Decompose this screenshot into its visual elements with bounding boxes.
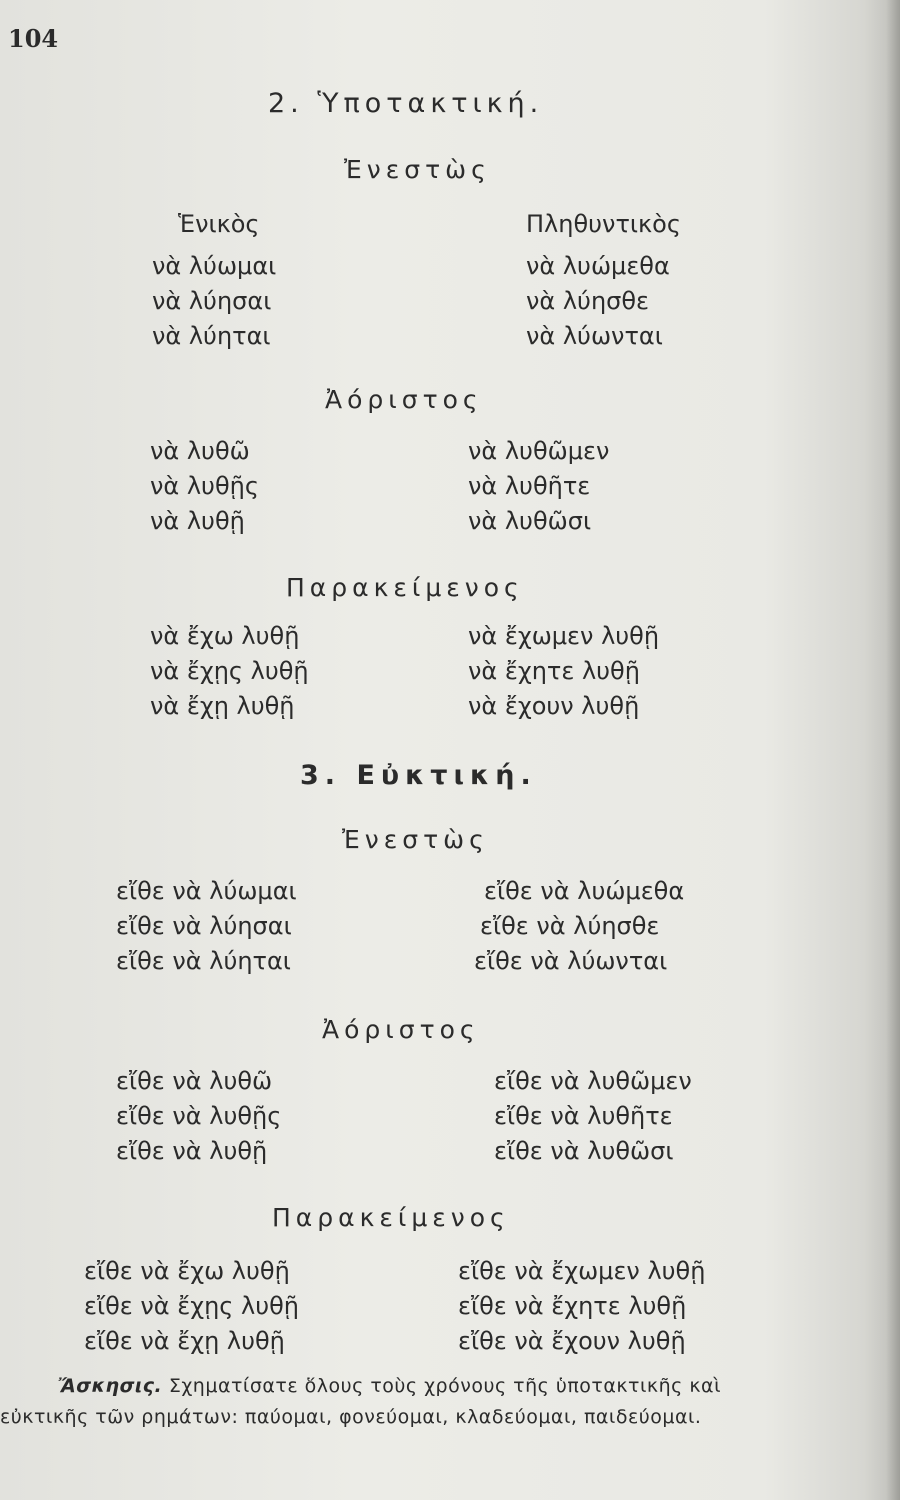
exercise-text-2: εὐκτικῆς τῶν ρημάτων: παύομαι, φονεύομαι, κλαδεύομαι, παιδεύομαι. — [0, 1406, 702, 1428]
opt-present-sg-3: εἴθε νὰ λύηται — [116, 947, 291, 975]
opt-perfect-sg-2: εἴθε νὰ ἔχῃς λυθῇ — [84, 1292, 299, 1320]
subj-perfect-sg-1: νὰ ἔχω λυθῇ — [150, 622, 300, 650]
subj-perfect-sg-2: νὰ ἔχῃς λυθῇ — [150, 657, 309, 685]
opt-perfect-pl-3: εἴθε νὰ ἔχουν λυθῇ — [458, 1327, 686, 1355]
subjunctive-perfect-heading: Παρακείμενος — [286, 573, 524, 602]
subjunctive-present-heading: Ἐνεστὼς — [344, 155, 491, 184]
opt-aorist-pl-1: εἴθε νὰ λυθῶμεν — [494, 1067, 692, 1095]
subj-present-pl-2: νὰ λύησθε — [526, 287, 650, 315]
subj-perfect-pl-2: νὰ ἔχητε λυθῇ — [468, 657, 640, 685]
opt-present-pl-2: εἴθε νὰ λύησθε — [480, 912, 660, 940]
subj-aorist-pl-2: νὰ λυθῆτε — [468, 472, 591, 500]
opt-aorist-pl-2: εἴθε νὰ λυθῆτε — [494, 1102, 673, 1130]
subj-perfect-pl-3: νὰ ἔχουν λυθῇ — [468, 692, 640, 720]
singular-label: Ἑνικὸς — [178, 210, 260, 238]
opt-aorist-sg-1: εἴθε νὰ λυθῶ — [116, 1067, 273, 1095]
subj-present-sg-1: νὰ λύωμαι — [152, 252, 277, 280]
opt-perfect-sg-1: εἴθε νὰ ἔχω λυθῇ — [84, 1257, 290, 1285]
subj-perfect-pl-1: νὰ ἔχωμεν λυθῇ — [468, 622, 660, 650]
page-number: 104 — [8, 24, 59, 53]
plural-label: Πληθυντικὸς — [526, 210, 681, 238]
exercise-text-1: Σχηματίσατε ὅλους τοὺς χρόνους τῆς ὑποτακτικῆς καὶ — [168, 1375, 721, 1397]
page-spine-shadow — [886, 0, 900, 1500]
opt-aorist-pl-3: εἴθε νὰ λυθῶσι — [494, 1137, 674, 1165]
subj-present-pl-3: νὰ λύωνται — [526, 322, 663, 350]
exercise — [0, 1375, 900, 1463]
subj-aorist-pl-1: νὰ λυθῶμεν — [468, 437, 610, 465]
subj-present-pl-1: νὰ λυώμεθα — [526, 252, 670, 280]
subj-perfect-sg-3: νὰ ἔχῃ λυθῇ — [150, 692, 295, 720]
opt-perfect-sg-3: εἴθε νὰ ἔχῃ λυθῇ — [84, 1327, 285, 1355]
exercise-line-1 — [58, 1375, 721, 1397]
optative-present-heading: Ἐνεστὼς — [342, 825, 489, 854]
subj-aorist-pl-3: νὰ λυθῶσι — [468, 507, 592, 535]
opt-aorist-sg-3: εἴθε νὰ λυθῇ — [116, 1137, 268, 1165]
subj-aorist-sg-2: νὰ λυθῇς — [150, 472, 259, 500]
subj-aorist-sg-1: νὰ λυθῶ — [150, 437, 250, 465]
opt-perfect-pl-2: εἴθε νὰ ἔχητε λυθῇ — [458, 1292, 687, 1320]
optative-perfect-heading: Παρακείμενος — [272, 1203, 510, 1232]
opt-present-sg-2: εἴθε νὰ λύησαι — [116, 912, 292, 940]
exercise-label: Ἄσκησις. — [58, 1375, 163, 1397]
subjunctive-title: 2. Ὑποτακτική. — [268, 88, 544, 119]
subj-present-sg-2: νὰ λύησαι — [152, 287, 272, 315]
optative-title: 3. Εὐκτική. — [300, 760, 537, 791]
opt-present-sg-1: εἴθε νὰ λύωμαι — [116, 877, 297, 905]
subjunctive-aorist-heading: Ἀόριστος — [325, 385, 483, 414]
opt-present-pl-3: εἴθε νὰ λύωνται — [474, 947, 668, 975]
opt-aorist-sg-2: εἴθε νὰ λυθῇς — [116, 1102, 282, 1130]
optative-aorist-heading: Ἀόριστος — [322, 1015, 480, 1044]
opt-perfect-pl-1: εἴθε νὰ ἔχωμεν λυθῇ — [458, 1257, 706, 1285]
subj-present-sg-3: νὰ λύηται — [152, 322, 271, 350]
opt-present-pl-1: εἴθε νὰ λυώμεθα — [484, 877, 685, 905]
subj-aorist-sg-3: νὰ λυθῇ — [150, 507, 245, 535]
